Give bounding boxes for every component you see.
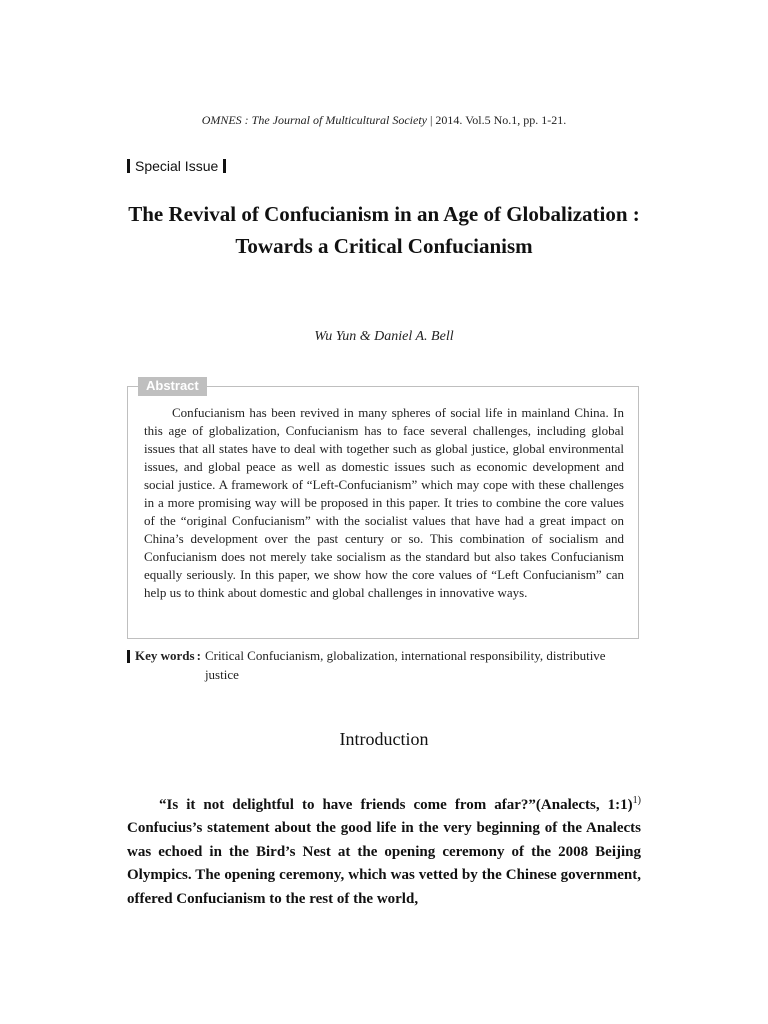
bar-marker-icon [223, 159, 226, 173]
abstract-box [127, 378, 639, 639]
abstract-text: Confucianism has been revived in many spheres of social life in mainland China. In this age of globalization, Confucianism has to face several challenges, including global issues that all states have to deal with together such as global justice, global environmental issues, and global peace as well as domestic issues such as economic development and social justice. A framework of “Left-Confucianism” which may cope with these challenges in a more promising way will be proposed in this paper. It tries to combine the core values of the “original Confucianism” with the socialist values that have had a great impact on China’s development over the past century or so. This combination of socialism and Confucianism does not merely take socialism as the standard but also takes Confucianism equally seriously. In this paper, we show how the core values of “Left Confucianism” can help us to think about domestic and global challenges in innovative ways. [144, 405, 624, 600]
bar-marker-icon [127, 159, 130, 173]
abstract-label: Abstract [138, 377, 207, 396]
bar-marker-icon [127, 650, 130, 663]
issue-info: 2014. Vol.5 No.1, pp. 1-21. [435, 113, 567, 127]
section-tag-label: Special Issue [135, 158, 219, 174]
keywords-heading [127, 646, 205, 684]
keywords-list: Critical Confucianism, globalization, international responsibility, distributive justice [204, 648, 606, 682]
title-main: The Revival of Confucianism in an Age of Globalization : [128, 202, 640, 226]
running-head-separator: | [430, 113, 433, 127]
paragraph-rest: Confucius’s statement about the good life in the very beginning of the Analects was echoed in the Bird’s Nest at the opening ceremony of the 2008 Beijing Olympics. The opening ceremony, which was vetted by the Chinese government, offered Confucianism to the rest of the world, [127, 820, 641, 907]
paper-title [127, 201, 641, 259]
journal-name: OMNES : The Journal of Multicultural Society [201, 113, 427, 127]
paragraph-start: “Is it not delightful to have friends come from afar?”(Analects, 1:1) [159, 797, 633, 813]
body-paragraph [127, 789, 641, 911]
section-heading: Introduction [339, 729, 429, 749]
keywords [127, 646, 639, 684]
title-subtitle: Towards a Critical Confucianism [235, 234, 533, 258]
section-tag [127, 158, 231, 174]
keywords-label: Key words [135, 648, 195, 663]
running-head [0, 113, 768, 128]
authors: Wu Yun & Daniel A. Bell [314, 329, 454, 344]
keywords-colon: : [196, 648, 201, 663]
footnote-mark[interactable]: 1) [632, 795, 641, 806]
